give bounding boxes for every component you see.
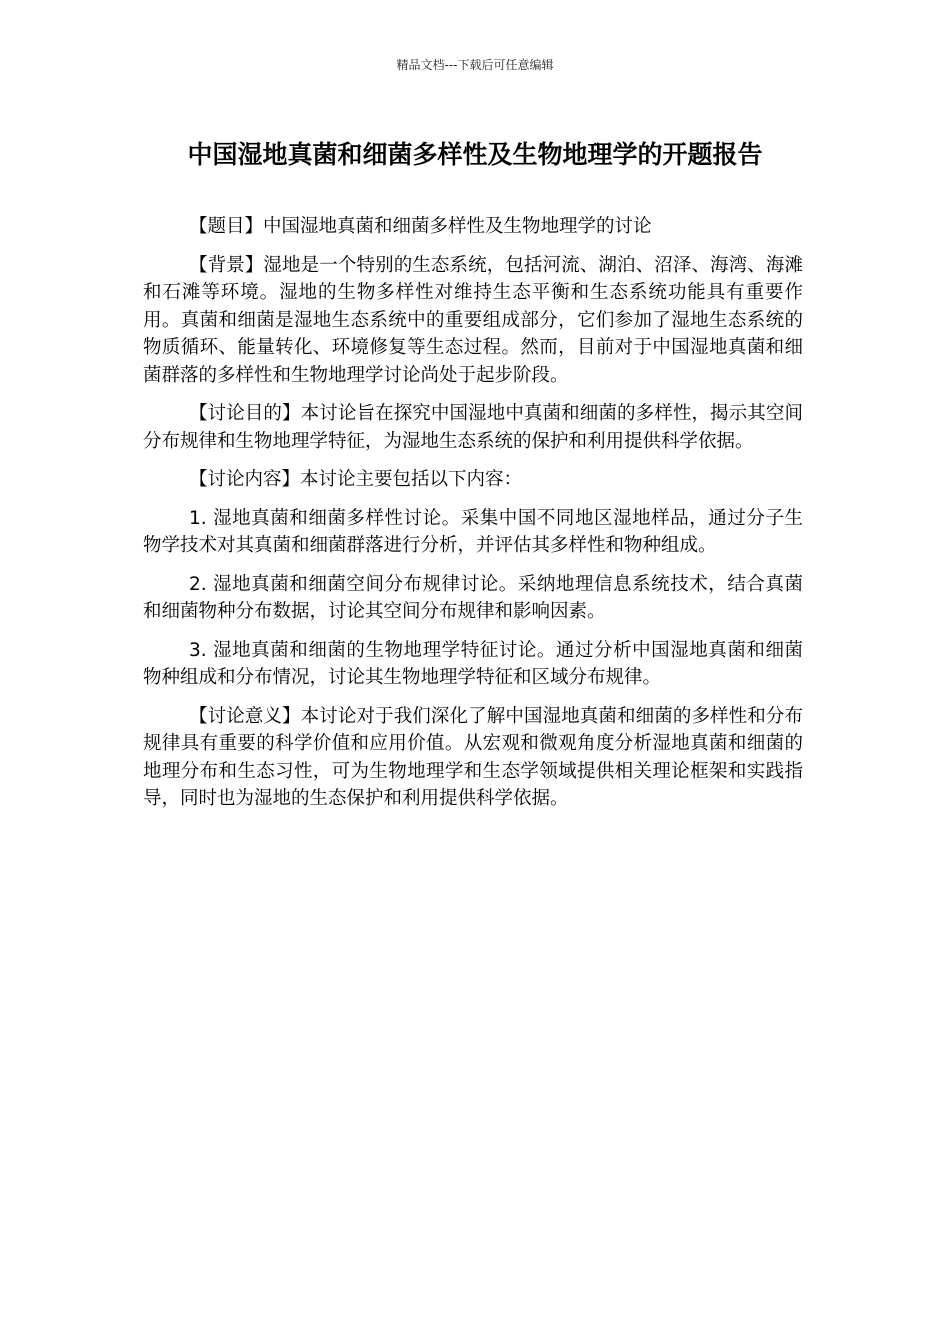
document-body [143,213,803,824]
paragraph-significance: 【讨论意义】本讨论对于我们深化了解中国湿地真菌和细菌的多样性和分布规律具有重要的科学价值和应用价值。从宏观和微观角度分析湿地真菌和细菌的地理分布和生态习性，可为生物地理学和生态学领域提供相关理论框架和实践指导，同时也为湿地的生态保护和利用提供科学依据。 [143,705,803,809]
paragraph-purpose: 【讨论目的】本讨论旨在探究中国湿地中真菌和细菌的多样性，揭示其空间分布规律和生物地理学特征，为湿地生态系统的保护和利用提供科学依据。 [143,403,803,452]
paragraph-content-item-2: 2. 湿地真菌和细菌空间分布规律讨论。采纳地理信息系统技术，结合真菌和细菌物种分布数据，讨论其空间分布规律和影响因素。 [143,573,803,622]
paragraph-background: 【背景】湿地是一个特别的生态系统，包括河流、湖泊、沼泽、海湾、海滩和石滩等环境。湿地的生物多样性对维持生态平衡和生态系统功能具有重要作用。真菌和细菌是湿地生态系统中的重要组成部分，它们参加了湿地生态系统的物质循环、能量转化、环境修复等生态过程。然而，目前对于中国湿地真菌和细菌群落的多样性和生物地理学讨论尚处于起步阶段。 [143,254,803,386]
paragraph-content-intro: 【讨论内容】本讨论主要包括以下内容： [189,469,523,490]
paragraph-content-item-1: 1. 湿地真菌和细菌多样性讨论。采集中国不同地区湿地样品，通过分子生物学技术对其真菌和细菌群落进行分析，并评估其多样性和物种组成。 [143,507,803,556]
header-note: 精品文档---下载后可任意编辑 [396,58,554,72]
paragraph-content-item-3: 3. 湿地真菌和细菌的生物地理学特征讨论。通过分析中国湿地真菌和细菌物种组成和分布情况，讨论其生物地理学特征和区域分布规律。 [143,639,803,688]
document-title: 中国湿地真菌和细菌多样性及生物地理学的开题报告 [187,140,763,169]
paragraph-topic: 【题目】中国湿地真菌和细菌多样性及生物地理学的讨论 [189,216,652,237]
